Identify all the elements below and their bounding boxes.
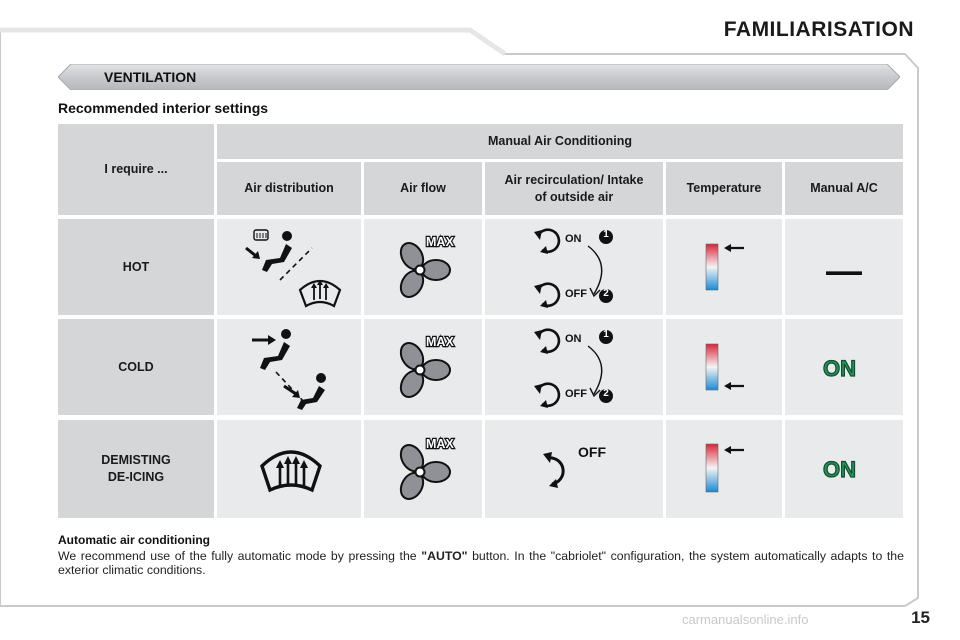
svg-text:MAX: MAX [426,235,454,249]
group-header-label: Manual Air Conditioning [488,134,632,148]
distribution-feet-windscreen-icon [240,226,344,310]
recirc-off-label: OFF [578,444,606,460]
recirc-off-label: OFF [565,388,587,400]
recirc-on-label: ON [565,333,582,345]
ac-on-badge [820,354,870,382]
row-label-hot: HOT [58,219,214,315]
recirc-off-label: OFF [565,288,587,300]
windscreen-demist-icon [258,444,324,496]
svg-text:ON: ON [823,356,856,381]
temperature-hot-icon [700,238,750,294]
distribution-face-feet-icon [246,326,342,410]
watermark: carmanualsonline.info [682,612,809,627]
recirc-on-label: ON [565,233,582,245]
column-header-distribution: Air distribution [217,162,361,215]
section-subtitle: Recommended interior settings [58,100,269,116]
table-corner-cell [58,124,214,215]
column-header-recirculation: Air recirculation/ Intake of outside air [485,162,663,215]
section-title: VENTILATION [104,69,197,85]
footer-paragraph: We recommend use of the fully automatic mode by pressing the "AUTO" button. In the "cabriolet" configuration, the system automatically adapts to the exterior climatic conditions. [58,549,904,577]
row-label-cold: COLD [58,319,214,415]
auto-label: "AUTO" [421,549,468,563]
max-badge [426,333,458,349]
page-number: 15 [911,608,930,627]
svg-text:ON: ON [823,457,856,482]
row-label-demisting: DEMISTING DE-ICING [58,420,214,518]
ac-off-dash: — [826,249,862,291]
corner-label: I require ... [104,162,168,176]
temperature-cold-icon [700,338,750,394]
footer-heading: Automatic air conditioning [58,533,210,547]
svg-text:MAX: MAX [426,335,454,349]
column-header-flow: Air flow [364,162,482,215]
column-header-temperature: Temperature [666,162,782,215]
max-badge [426,435,458,451]
cell-hot-ac [785,219,903,315]
max-badge [426,233,458,249]
step-1-label: 1 [603,229,609,240]
step-1-label: 1 [603,329,609,340]
step-2-label: 2 [603,388,609,399]
svg-text:MAX: MAX [426,437,454,451]
temperature-hot-icon [700,438,750,498]
chapter-title: FAMILIARISATION [723,18,914,41]
ac-on-badge [820,455,870,483]
column-header-ac: Manual A/C [785,162,903,215]
recirculation-off-icon [538,446,578,490]
group-header-cell [217,124,903,159]
step-2-label: 2 [603,288,609,299]
